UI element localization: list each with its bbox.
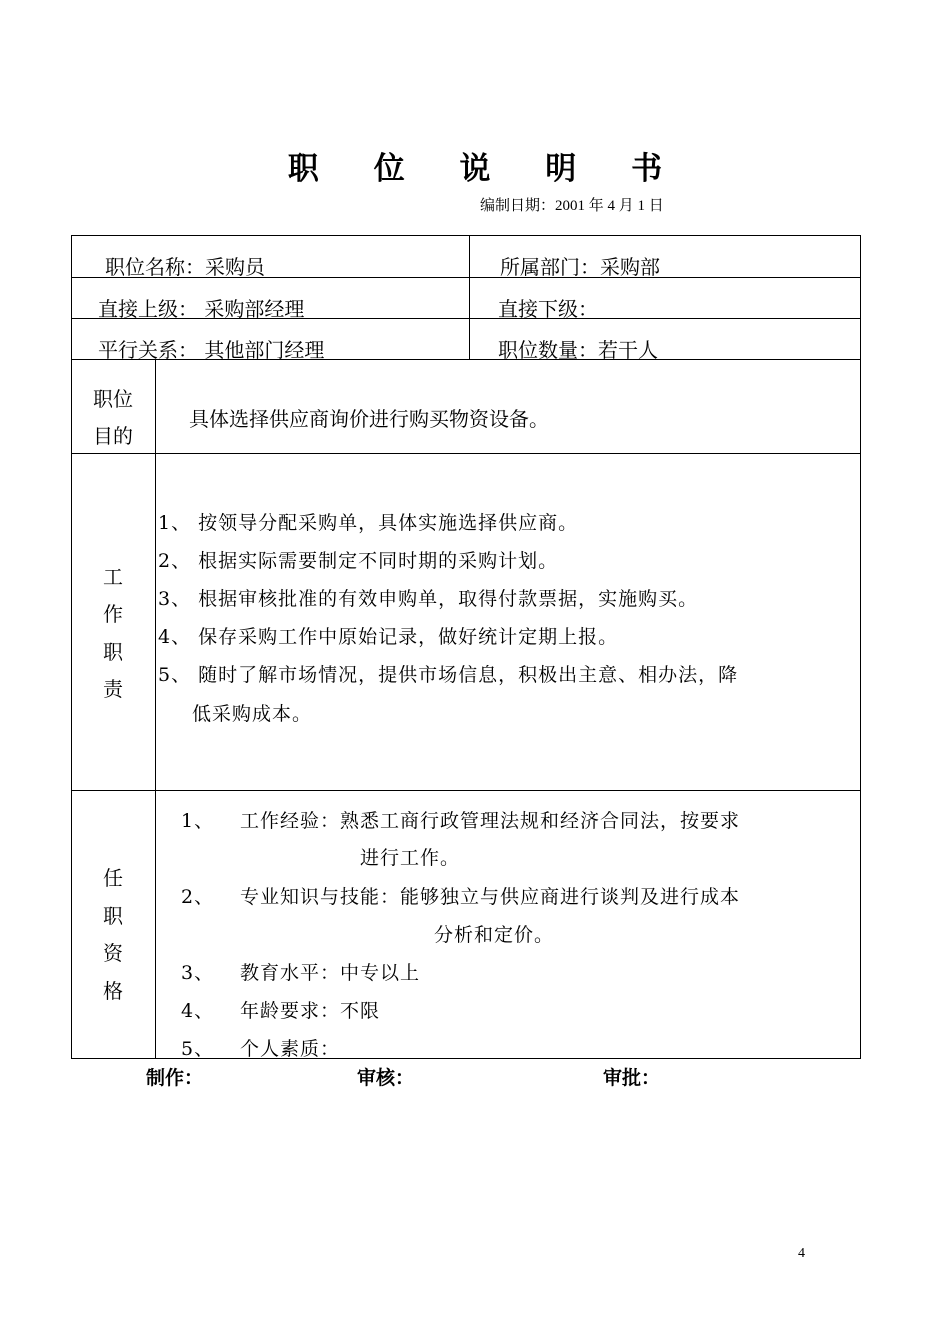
duty-item: 3、 根据审核批准的有效申购单，取得付款票据，实施购买。 <box>158 588 699 610</box>
qualification-text: 年龄要求：不限 <box>240 1000 381 1022</box>
reviewed-by-label: 审核： <box>357 1067 415 1089</box>
table-border-right <box>860 235 861 1059</box>
qualification-number: 4、 <box>181 1000 215 1022</box>
purpose-text: 具体选择供应商询价进行购买物资设备。 <box>189 407 549 431</box>
department: 所属部门：采购部 <box>500 255 660 279</box>
approved-by-label: 审批： <box>603 1067 661 1089</box>
duty-item: 1、 按领导分配采购单，具体实施选择供应商。 <box>158 512 579 534</box>
label-column-divider <box>155 359 156 1059</box>
row-divider <box>71 453 861 454</box>
compile-date: 编制日期：2001 年 4 月 1 日 <box>480 198 664 214</box>
qualifications-label-char: 任 <box>103 866 123 890</box>
qualification-number: 2、 <box>181 886 215 908</box>
qualification-number: 5、 <box>181 1038 215 1060</box>
duty-item: 4、 保存采购工作中原始记录，做好统计定期上报。 <box>158 626 619 648</box>
purpose-label-line1: 职位 <box>93 387 133 411</box>
duties-label-char: 职 <box>103 640 123 664</box>
page-number: 4 <box>798 1246 805 1261</box>
purpose-label-line2: 目的 <box>93 424 133 448</box>
qualification-number: 3、 <box>181 962 215 984</box>
row-divider <box>71 790 861 791</box>
qualification-text: 教育水平：中专以上 <box>240 962 421 984</box>
made-by-label: 制作： <box>146 1067 204 1089</box>
duties-label-char: 工 <box>103 565 123 589</box>
parallel-relations: 平行关系： 其他部门经理 <box>98 338 325 362</box>
direct-subordinate: 直接下级： <box>498 297 598 321</box>
qualification-text: 专业知识与技能：能够独立与供应商进行谈判及进行成本 <box>240 886 741 908</box>
qualifications-label-char: 资 <box>103 941 123 965</box>
qualification-text: 个人素质： <box>240 1038 341 1060</box>
qualification-text: 工作经验：熟悉工商行政管理法规和经济合同法，按要求 <box>240 810 741 832</box>
qualification-continuation: 进行工作。 <box>360 847 461 869</box>
position-count: 职位数量：若干人 <box>498 338 658 362</box>
direct-superior: 直接上级： 采购部经理 <box>98 297 305 321</box>
qualification-number: 1、 <box>181 810 215 832</box>
table-border-top <box>71 235 861 236</box>
column-divider <box>469 235 470 360</box>
qualifications-label-char: 职 <box>103 904 123 928</box>
duty-item: 2、 根据实际需要制定不同时期的采购计划。 <box>158 550 559 572</box>
document-title: 职 位 说 明 书 <box>287 151 685 187</box>
qualifications-label-char: 格 <box>103 979 123 1003</box>
duty-item-continuation: 低采购成本。 <box>192 703 313 725</box>
duties-label-char: 责 <box>103 677 123 701</box>
qualification-continuation: 分析和定价。 <box>434 924 555 946</box>
duty-item: 5、 随时了解市场情况，提供市场信息，积极出主意、相办法，降 <box>158 664 739 686</box>
duties-label-char: 作 <box>103 602 123 626</box>
position-name: 职位名称：采购员 <box>105 255 265 279</box>
